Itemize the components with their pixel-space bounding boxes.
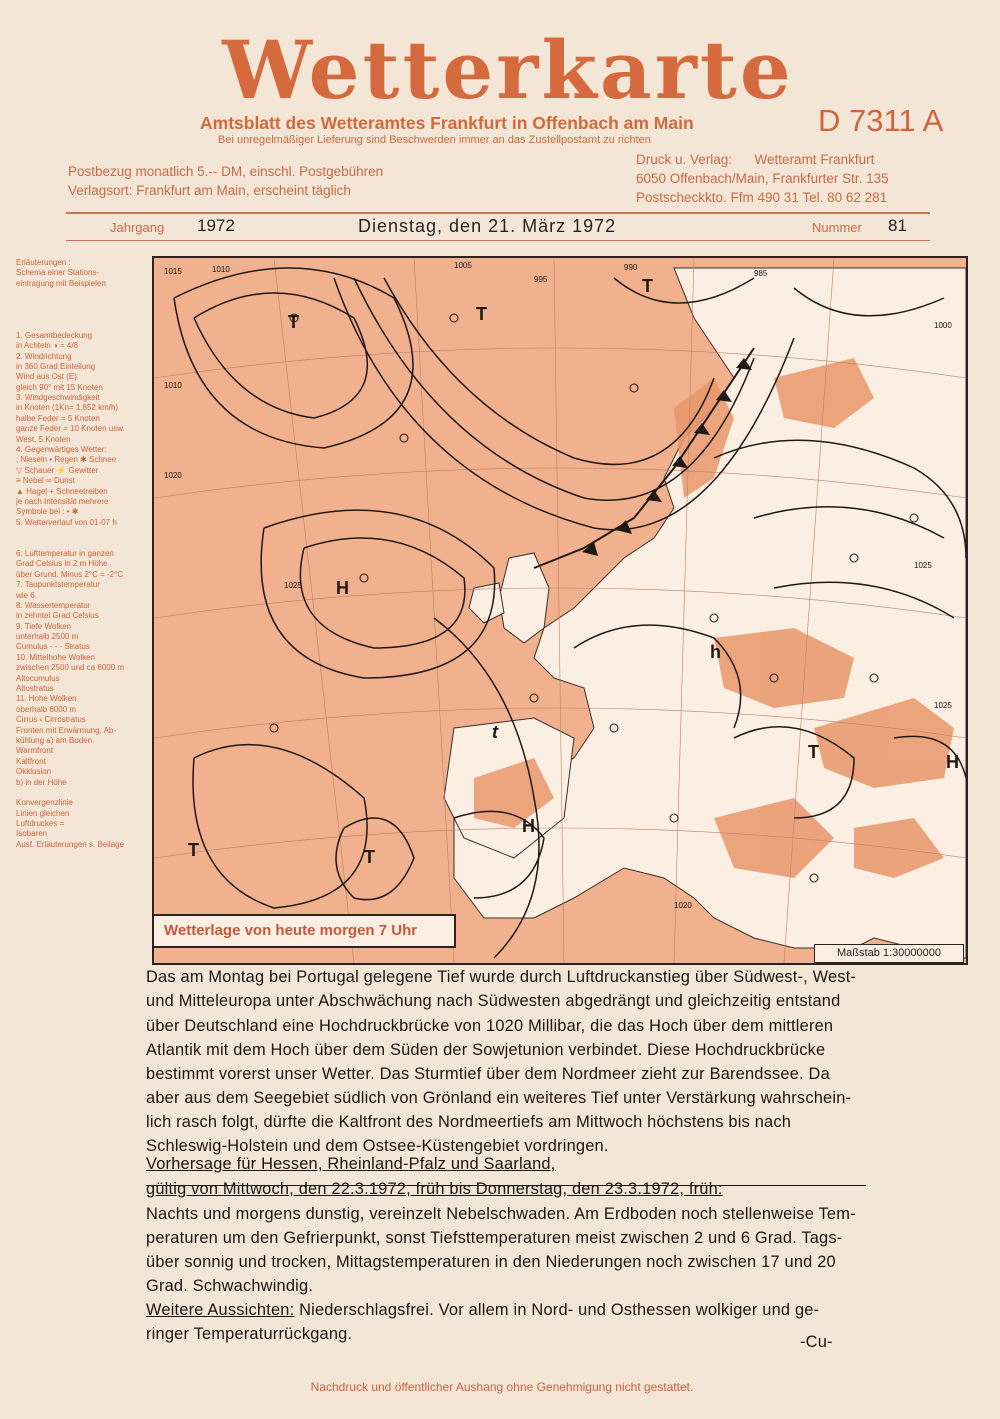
legend-line: zwischen 2500 und ca 6000 m — [16, 663, 125, 673]
legend-line: eintragung mit Beispielen — [16, 278, 106, 288]
body-line: Das am Montag bei Portugal gelegene Tief wurde durch Luftdruckanstieg über Südwest-, West- — [146, 968, 857, 986]
low-marker: T — [364, 847, 375, 867]
legend-line: 11. Hohe Wolken — [16, 694, 77, 704]
legend-line: 8. Wassertemperatur — [16, 600, 91, 610]
legend-line: ganze Feder = 10 Knoten usw. — [16, 424, 125, 434]
masthead-subtitle-note: Bei unregelmäßiger Lieferung sind Beschwerden immer an das Zustellpostamt zu richten — [218, 134, 651, 146]
legend-line: 2. Windrichtung — [16, 351, 72, 361]
legend-line: Cirrus ⸗ Cirrostratus — [16, 715, 86, 725]
legend-line: 6. Lufttemperatur in ganzen — [16, 548, 114, 558]
svg-text:1010: 1010 — [212, 265, 230, 274]
author-signature: -Cu- — [800, 1333, 833, 1351]
legend-line: Grad Celsius in 2 m Höhe — [16, 559, 108, 569]
masthead-title: Wetterkarte — [222, 23, 794, 117]
legend-line: ; Nieseln • Regen ✱ Schnee — [16, 455, 117, 465]
legend-line: 4. Gegenwärtiges Wetter: — [16, 445, 107, 455]
map-scale: Maßstab 1:30000000 — [814, 944, 964, 963]
legend-line: Altocumulus — [16, 673, 60, 683]
edition-code: D 7311 A — [818, 103, 944, 138]
legend-line: in zehntel Grad Celsius — [16, 611, 99, 621]
legend-line: 10. Mittelhohe Wolken — [16, 652, 96, 662]
forecast-line: peraturen um den Gefrierpunkt, sonst Tiefsttemperaturen meist zwischen 2 und 6 Grad. Tags- — [146, 1229, 843, 1247]
svg-text:1000: 1000 — [934, 321, 952, 330]
low-marker: T — [808, 742, 819, 762]
weather-map — [152, 256, 968, 965]
legend-line: Konvergenzlinie — [16, 798, 73, 808]
legend-line: 3. Windgeschwindigkeit — [16, 393, 100, 403]
legend-line — [16, 300, 148, 310]
info-place: Verlagsort: Frankfurt am Main, erscheint täglich — [68, 183, 351, 198]
footer-notice: Nachdruck und öffentlicher Aushang ohne Genehmigung nicht gestattet. — [310, 1380, 694, 1394]
legend-line: ▽ Schauer ⚡ Gewitter — [16, 465, 99, 475]
body-line: bestimmt vorerst unser Wetter. Das Sturmtief über dem Nordmeer zieht zur Barendssee. Da — [146, 1065, 830, 1083]
legend-line: Altostratus — [16, 684, 54, 694]
legend-line: 1. Gesamtbedeckung — [16, 330, 93, 340]
high-marker: H — [946, 752, 959, 772]
legend-line: in Knoten (1Kn= 1.852 km/h) — [16, 403, 119, 413]
svg-text:1010: 1010 — [164, 381, 182, 390]
body-line: aber aus dem Seegebiet südlich von Grönland ein weiteres Tief unter Verstärkung wahrschein- — [146, 1089, 852, 1107]
svg-text:995: 995 — [534, 275, 548, 284]
body-line: lich rasch folgt, dürfte die Kaltfront des Nordmeertiefs am Mittwoch höchstens bis nach — [146, 1113, 792, 1131]
forecast-heading-validity: gültig von Mittwoch, den 22.3.1972, früh bis Donnerstag, den 23.3.1972, früh: — [146, 1180, 723, 1198]
legend-line: Luftdruckes = — [16, 819, 65, 829]
body-line: Atlantik mit dem Hoch über dem Süden der Sowjetunion verbindet. Diese Hochdruckbrücke — [146, 1041, 826, 1059]
info-publisher: Druck u. Verlag: Wetteramt Frankfurt — [636, 152, 875, 167]
legend-line: Wind aus Ost (E) — [16, 372, 77, 382]
legend-line: Ausf. Erläuterungen s. Beilage — [16, 839, 125, 849]
legend-line: ≡ Nebel ∞ Dunst — [16, 476, 75, 486]
low-marker: T — [476, 304, 487, 324]
forecast-line: Grad. Schwachwindig. — [146, 1277, 314, 1295]
legend-line: 7. Taupunktstemperatur — [16, 580, 100, 590]
header-rule-top — [66, 212, 930, 214]
low-marker: T — [642, 276, 653, 296]
year-label: Jahrgang — [110, 220, 165, 235]
legend-line: Warmfront — [16, 746, 54, 756]
info-account: Postscheckkto. Ffm 490 31 Tel. 80 62 281 — [636, 190, 888, 205]
legend-line: oberhalb 6000 m — [16, 704, 77, 714]
legend-line: ▲ Hagel + Schneetreiben — [16, 486, 108, 496]
masthead-subtitle: Amtsblatt des Wetteramtes Frankfurt in Offenbach am Main — [200, 113, 694, 133]
legend-line: Erläuterungen : — [16, 258, 71, 267]
legend-line: Kaltfront — [16, 756, 46, 766]
legend-line: je nach Intensität mehrere — [16, 496, 109, 506]
forecast-heading-region: Vorhersage für Hessen, Rheinland-Pfalz und Saarland, — [146, 1155, 556, 1173]
legend-line — [16, 289, 148, 299]
year-value: 1972 — [197, 216, 235, 235]
low-marker: T — [188, 840, 199, 860]
legend-line: Schema einer Stations- — [16, 268, 100, 278]
svg-text:985: 985 — [754, 269, 768, 278]
outlook-text: Niederschlagsfrei. Vor allem in Nord- und Osthessen wolkiger und ge- — [294, 1301, 820, 1319]
legend-line: Linien gleichen — [16, 808, 70, 818]
legend-line: Symbole bei : • ✱ — [16, 507, 79, 517]
body-line: Schleswig-Holstein und dem Ostsee-Küstengebiet vordringen. — [146, 1137, 609, 1155]
legend-line: über Grund. Minus 2°C = -2°C — [16, 569, 124, 579]
legend-line: 9. Tiefe Wolken — [16, 621, 71, 631]
svg-text:1025: 1025 — [934, 701, 952, 710]
svg-text:1005: 1005 — [454, 261, 472, 270]
outlook-line — [146, 1301, 970, 1320]
svg-text:1015: 1015 — [164, 267, 182, 276]
weather-map-drawing — [154, 258, 966, 963]
low-marker: T — [288, 312, 299, 332]
legend-line — [16, 788, 148, 798]
legend-line: wie 6. — [16, 590, 37, 600]
outlook-line-2: ringer Temperaturrückgang. — [146, 1325, 353, 1343]
legend-line: unterhalb 2500 m — [16, 632, 79, 642]
legend-line: b) in der Höhe — [16, 777, 67, 787]
legend-line: in 360 Grad Einteilung — [16, 361, 96, 371]
legend-line: gleich 90° mit 15 Knoten — [16, 382, 103, 392]
legend-line: in Achteln ◑ = 4/8 — [16, 341, 78, 351]
legend-line: 5. Wetterverlauf von 01-07 h — [16, 517, 117, 527]
forecast-line: Nachts und morgens dunstig, vereinzelt Nebelschwaden. Am Erdboden noch stellenweise Tem- — [146, 1205, 856, 1223]
map-legend — [16, 258, 148, 928]
legend-line: Fronten mit Erwärmung, Ab- — [16, 725, 117, 735]
high-marker-small: h — [710, 642, 721, 662]
info-address: 6050 Offenbach/Main, Frankfurter Str. 135 — [636, 171, 889, 186]
svg-text:1025: 1025 — [914, 561, 932, 570]
high-marker: H — [336, 578, 349, 598]
body-line: und Mitteleuropa unter Abschwächung nach Südwesten abgedrängt und gleichzeitig entstand — [146, 992, 841, 1010]
svg-text:1020: 1020 — [164, 471, 182, 480]
legend-line: Isobaren — [16, 829, 48, 839]
high-marker: H — [522, 816, 535, 836]
legend-line: halbe Feder = 5 Knoten — [16, 413, 100, 423]
body-line: über Deutschland eine Hochdruckbrücke von 1020 Millibar, die das Hoch über dem mittleren — [146, 1017, 834, 1035]
issue-date: Dienstag, den 21. März 1972 — [358, 216, 617, 236]
number-value: 81 — [888, 216, 907, 235]
legend-line: Cumulus - - - Stratus — [16, 642, 90, 652]
legend-line: Okklusion — [16, 767, 52, 777]
legend-line: West, 5 Knoten — [16, 434, 71, 444]
info-price: Postbezug monatlich 5.-- DM, einschl. Postgebühren — [68, 164, 384, 179]
forecast-line: über sonnig und trocken, Mittagstemperaturen in den Niederungen noch zwischen 17 und 20 — [146, 1253, 836, 1271]
svg-text:1020: 1020 — [674, 901, 692, 910]
legend-line — [16, 528, 148, 538]
outlook-label: Weitere Aussichten: — [146, 1301, 295, 1319]
header-rule-bottom — [66, 240, 930, 241]
legend-line: kühlung a) am Boden — [16, 735, 93, 745]
map-caption: Wetterlage von heute morgen 7 Uhr — [152, 914, 456, 948]
legend-line — [16, 539, 148, 549]
svg-text:990: 990 — [624, 263, 638, 272]
legend-line — [16, 310, 148, 320]
svg-text:1025: 1025 — [284, 581, 302, 590]
legend-line — [16, 320, 148, 330]
low-marker-small: t — [492, 722, 498, 742]
number-label: Nummer — [812, 220, 862, 235]
